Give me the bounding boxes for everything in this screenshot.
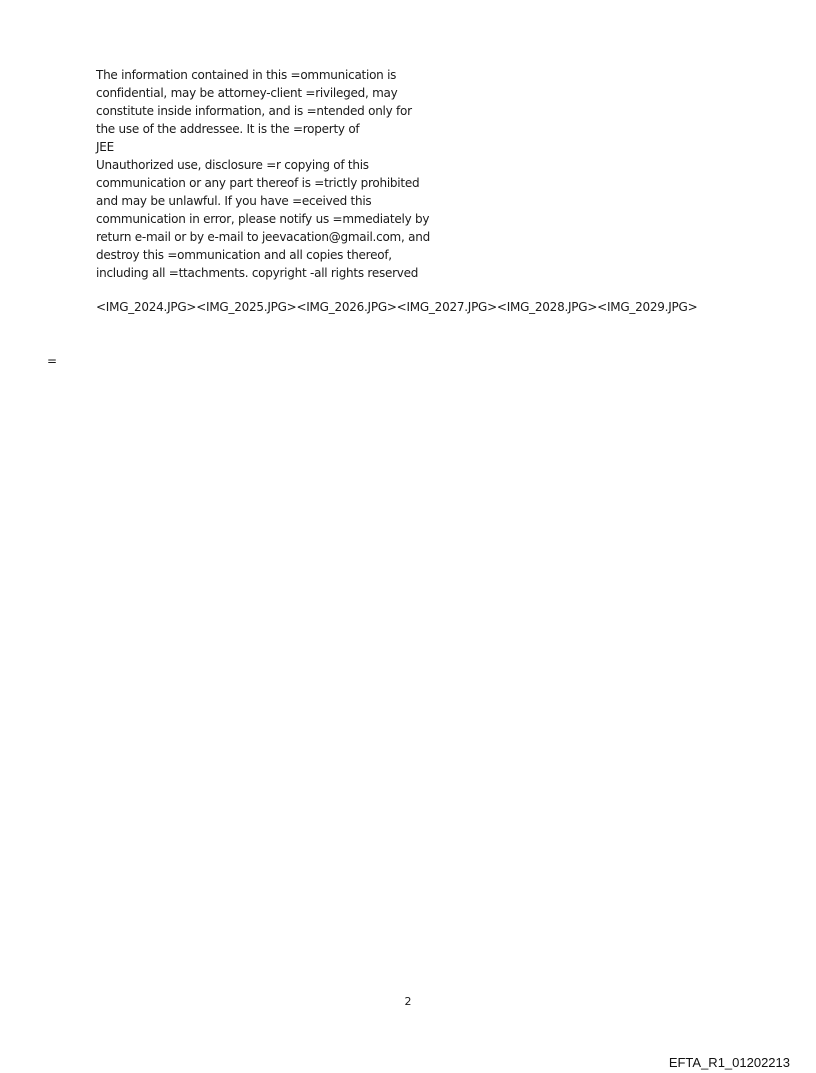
disclaimer-line: Unauthorized use, disclosure =r copying of this xyxy=(96,158,369,172)
confidentiality-disclaimer xyxy=(96,66,476,282)
page-number: 2 xyxy=(404,995,412,1008)
stray-equals-mark: = xyxy=(47,354,58,368)
disclaimer-line: communication in error, please notify us =mmediately by xyxy=(96,212,430,226)
disclaimer-line: and may be unlawful. If you have =eceived this xyxy=(96,194,372,208)
document-id-stamp: EFTA_R1_01202213 xyxy=(668,1055,790,1070)
disclaimer-line: including all =ttachments. copyright -all rights reserved xyxy=(96,266,419,280)
disclaimer-line: The information contained in this =ommunication is xyxy=(96,68,397,82)
disclaimer-line: return e-mail or by e-mail to jeevacation@gmail.com, and xyxy=(96,230,430,244)
disclaimer-line: communication or any part thereof is =trictly prohibited xyxy=(96,176,420,190)
disclaimer-line: JEE xyxy=(96,140,114,154)
disclaimer-line: destroy this =ommunication and all copies thereof, xyxy=(96,248,392,262)
disclaimer-line: constitute inside information, and is =ntended only for xyxy=(96,104,412,118)
disclaimer-line: confidential, may be attorney-client =rivileged, may xyxy=(96,86,398,100)
attachment-list: <IMG_2024.JPG><IMG_2025.JPG><IMG_2026.JPG><IMG_2027.JPG><IMG_2028.JPG><IMG_2029.JPG> xyxy=(96,300,698,314)
disclaimer-line: the use of the addressee. It is the =roperty of xyxy=(96,122,360,136)
